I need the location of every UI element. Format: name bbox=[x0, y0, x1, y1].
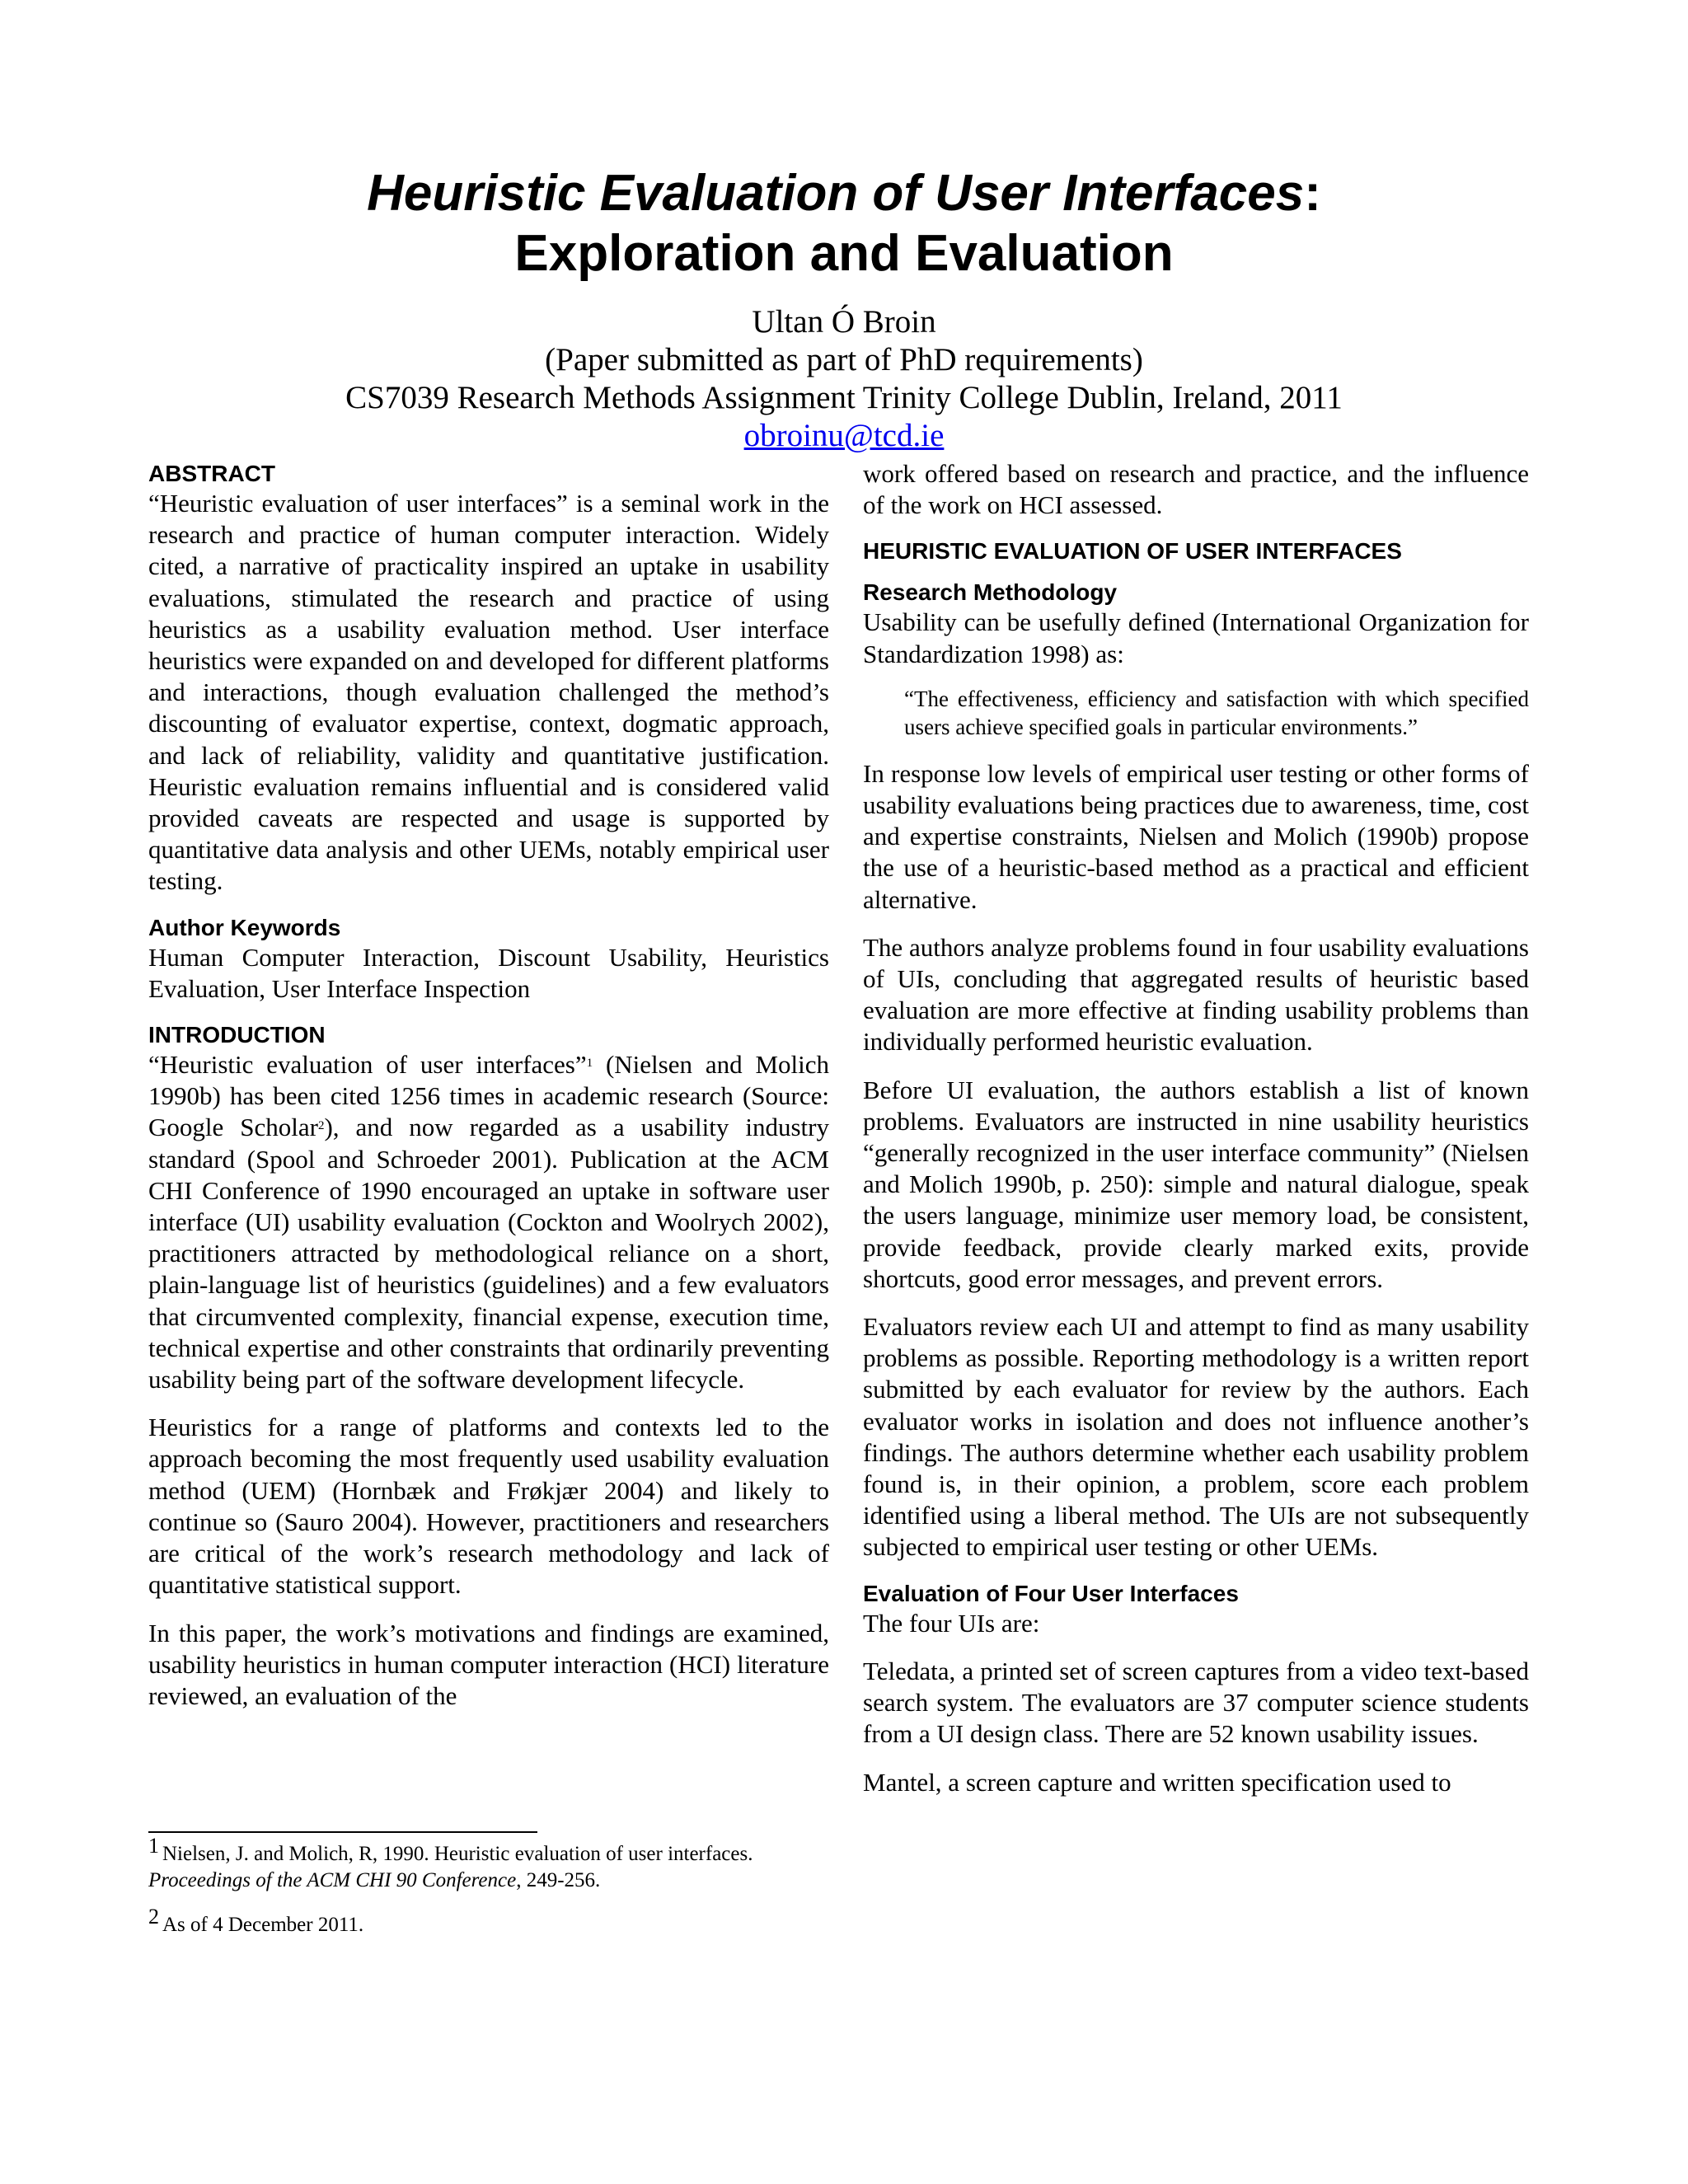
paper-title bbox=[0, 163, 1688, 284]
mantel-paragraph: Mantel, a screen capture and written specification used to bbox=[863, 1767, 1451, 1797]
introduction-paragraph-1: “Heuristic evaluation of user interfaces”$^1$ (Nielsen and Molich 1990b) has been cited 1256 times in academic research (Source: Google Scholar$^2$), and now regarded as a usability industry standard (Spool and Schroeder 2001). Publication at the ACM CHI Conference of 1990 encouraged an uptake in software user interface (UI) usability evaluation (Cockton and Woolrych 2002), practitioners attracted by methodological reliance on a short, plain-language list of heuristics (guidelines) and a few evaluators that circumvented complexity, financial expense, execution time, technical expertise and other constraints that ordinarily preventing usability being part of the software development lifecycle. bbox=[148, 1050, 830, 1394]
response-paragraph: In response low levels of empirical user testing or other forms of usability evaluations being practices due to awareness, time, cost and expertise constraints, Nielsen and Molich (1990b) propose the use of a heuristic-based method as a practical and efficient alternative. bbox=[863, 758, 1529, 914]
author-course: CS7039 Research Methods Assignment Trinity College Dublin, Ireland, 2011 bbox=[345, 380, 1343, 415]
teledata-paragraph: Teledata, a printed set of screen captures from a video text-based search system. The evaluators are 37 computer science students from a UI design class. There are 52 known usability issues. bbox=[863, 1656, 1529, 1749]
author-note: (Paper submitted as part of PhD requirements) bbox=[545, 342, 1143, 377]
title-colon: : bbox=[1304, 165, 1321, 222]
research-methodology-heading: Research Methodology bbox=[863, 579, 1118, 606]
introduction-heading: INTRODUCTION bbox=[148, 1022, 326, 1048]
title-line2: Exploration and Evaluation bbox=[514, 225, 1174, 282]
section-heading: HEURISTIC EVALUATION OF USER INTERFACES bbox=[863, 538, 1402, 565]
evaluators-paragraph: Evaluators review each UI and attempt to find as many usability problems as possible. Reporting methodology is a written report submitted by each evaluator for review by the authors. Each evaluator works in isolation and does not influence another’s findings. The authors determine whether each usability problem found is, in their opinion, a problem, score each problem identified using a liberal method. The UIs are not subsequently subjected to empirical user testing or other UEMs. bbox=[863, 1312, 1529, 1562]
footnote-2: 2 As of 4 December 2011. bbox=[148, 1905, 364, 1936]
footnote-divider bbox=[148, 1831, 537, 1833]
introduction-continued: work offered based on research and practice, and the influence of the work on HCI assessed. bbox=[863, 459, 1529, 520]
four-uis-intro: The four UIs are: bbox=[863, 1608, 1040, 1638]
keywords-text: Human Computer Interaction, Discount Usability, Heuristics Evaluation, User Interface Inspection bbox=[148, 942, 829, 1003]
left-column bbox=[148, 460, 829, 1712]
authors-analysis-paragraph: The authors analyze problems found in four usability evaluations of UIs, concluding that aggregated results of heuristic based evaluation are more effective at finding usability problems than individually performed heuristic evaluation. bbox=[863, 932, 1529, 1057]
footnote-1: 1 Nielsen, J. and Molich, R, 1990. Heuristic evaluation of user interfaces. Proceedings of the ACM CHI 90 Conference, 249-256. bbox=[148, 1834, 753, 1891]
before-evaluation-paragraph: Before UI evaluation, the authors establish a list of known problems. Evaluators are instructed in nine usability heuristics “generally recognized in the user interface community” (Nielsen and Molich 1990b, p. 250): simple and natural dialogue, speak the users language, minimize user memory load, be consistent, provide feedback, provide clearly marked exits, provide shortcuts, good error messages, and prevent errors. bbox=[863, 1075, 1529, 1293]
keywords-heading: Author Keywords bbox=[148, 914, 341, 940]
abstract-text: “Heuristic evaluation of user interfaces” is a seminal work in the research and practice of human computer interaction. Widely cited, a narrative of practicality inspired an uptake in usability evaluations, stimulated the research and practice of using heuristics as a usability evaluation method. User interface heuristics were expanded on and developed for different platforms and interactions, though evaluation challenged the method’s discounting of evaluator expertise, context, dogmatic approach, and lack of reliability, validity and quantitative justification. Heuristic evaluation remains influential and is considered valid provided caveats are respected and usage is supported by quantitative data analysis and other UEMs, notably empirical user testing. bbox=[148, 489, 829, 896]
right-column bbox=[863, 458, 1529, 1798]
title-line1: Heuristic Evaluation of User Interfaces bbox=[367, 165, 1305, 222]
footnotes bbox=[148, 1834, 816, 1938]
author-name: Ultan Ó Broin bbox=[752, 304, 936, 340]
footnote-ref-2[interactable]: 2 bbox=[317, 1119, 325, 1133]
author-email-link[interactable]: obroinu@tcd.ie bbox=[743, 418, 945, 453]
four-uis-heading: Evaluation of Four User Interfaces bbox=[863, 1580, 1239, 1606]
footnote-ref-1[interactable]: 1 bbox=[586, 1057, 593, 1071]
abstract-heading: ABSTRACT bbox=[148, 461, 275, 486]
methodology-paragraph: Usability can be usefully defined (International Organization for Standardization 1998) as: bbox=[863, 607, 1529, 668]
author-block bbox=[0, 303, 1688, 455]
introduction-paragraph-2: Heuristics for a range of platforms and contexts led to the approach becoming the most frequently used usability evaluation method (UEM) (Hornbæk and Frøkjær 2004) and likely to continue so (Sauro 2004). However, practitioners and researchers are critical of the work’s research methodology and lack of quantitative statistical support. bbox=[148, 1413, 829, 1600]
iso-quote: “The effectiveness, efficiency and satisfaction with which specified users achieve specified goals in particular environments.” bbox=[904, 686, 1529, 740]
introduction-paragraph-3: In this paper, the work’s motivations and findings are examined, usability heuristics in human computer interaction (HCI) literature reviewed, an evaluation of the bbox=[148, 1618, 829, 1710]
